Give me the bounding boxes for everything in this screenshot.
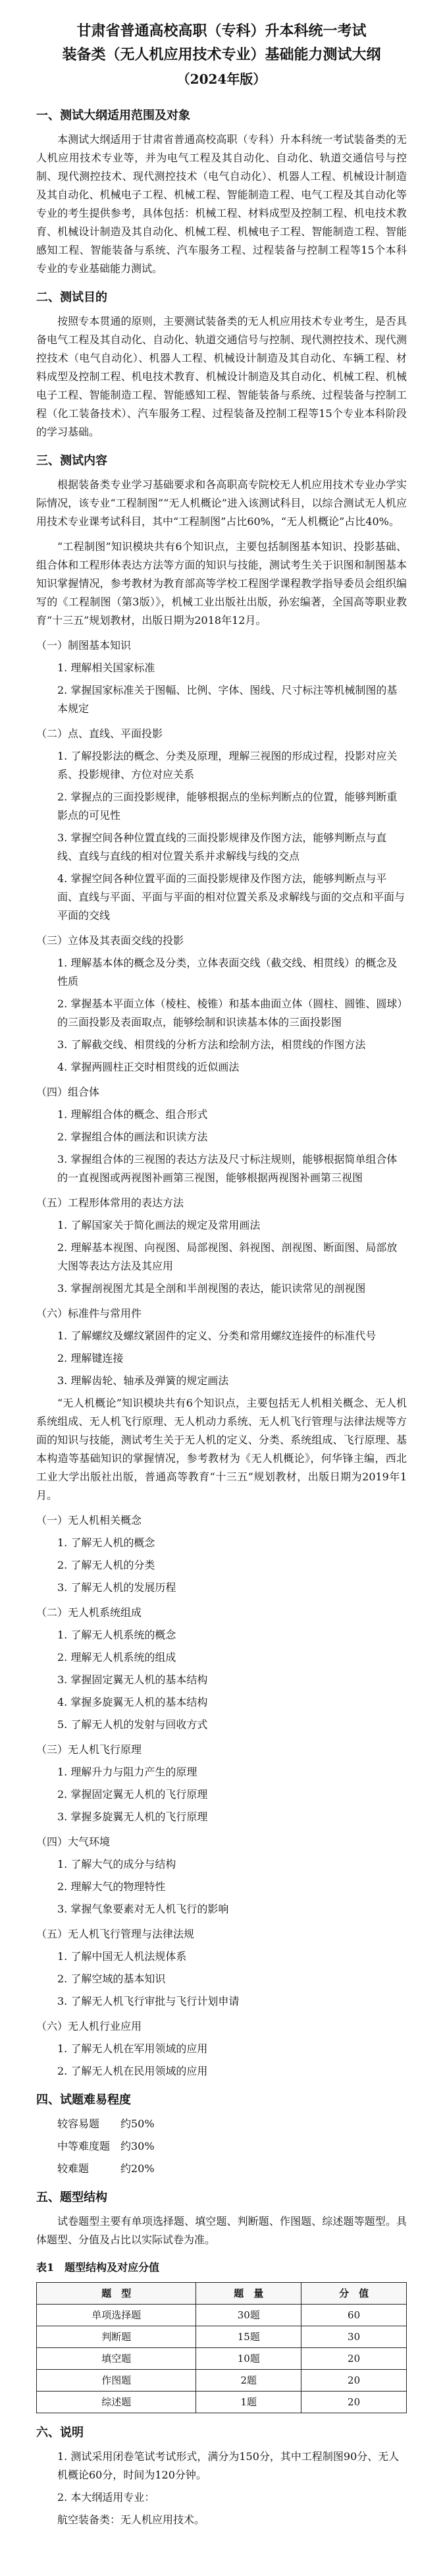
table-cell: 20 <box>301 2392 407 2413</box>
table-cell: 1题 <box>196 2392 301 2413</box>
section-2-title: 二、测试目的 <box>36 291 107 304</box>
section-1-paragraph: 本测试大纲适用于甘肃省普通高校高职（专科）升本科统一考试装备类的无人机应用技术专业等，并为电气工程及其自动化、自动化、轨道交通信号与控制、现代测控技术、现代测控技术（电气自动化）、机器人工程、机械设计制造及其自动化、机械电子工程、机械工程、智能制造工程、电气工程及其自动化等专业的考生提供参考，具体包括：机械工程、材料成型及控制工程、机电技术教育、机械设计制造及其自动化、机械工程、机械电子工程、智能制造工程、智能感知工程、智能装备与系统、汽车服务工程、过程装备与控制工程等15个本科专业的专业基础能力测试。 <box>36 133 407 275</box>
table-header-count: 题 量 <box>196 2283 301 2305</box>
uav-part4-title: （四）大气环境 <box>36 1835 111 1848</box>
uav-part5-title: （五）无人机飞行管理与法律法规 <box>36 1928 195 1940</box>
uav-part3-item: 1. 理解升力与阻力产生的原理 <box>57 1766 197 1778</box>
part4-item: 2. 掌握组合体的画法和识读方法 <box>57 1131 208 1143</box>
table-row <box>37 2305 407 2326</box>
part4-title: （四）组合体 <box>36 1086 100 1098</box>
part5-title: （五）工程形体常用的表达方法 <box>36 1196 184 1209</box>
uav-part2-title: （二）无人机系统组成 <box>36 1606 142 1619</box>
uav-part1-item: 3. 了解无人机的发展历程 <box>57 1581 176 1594</box>
uav-part6-item: 2. 了解无人机在民用领域的应用 <box>57 2065 208 2077</box>
uav-part1-item: 1. 了解无人机的概念 <box>57 1536 155 1549</box>
table-cell: 20 <box>301 2348 407 2370</box>
section-3-paragraph-1: 根据装备类专业学习基础要求和各高职高专院校无人机应用技术专业办学实际情况，该专业“工程制图”“无人机概论”进入该测试科目，以综合测试无人机应用技术专业课考试科目，其中“工程制图”占比60%，“无人机概论”占比40%。 <box>36 478 407 528</box>
part2-title: （二）点、直线、平面投影 <box>36 727 163 740</box>
uav-part2-item: 2. 理解无人机系统的组成 <box>57 1651 176 1664</box>
uav-part2-item: 4. 掌握多旋翼无人机的基本结构 <box>57 1696 208 1708</box>
table-cell: 20 <box>301 2370 407 2392</box>
table-row <box>37 2348 407 2370</box>
difficulty-item: 中等难度题 约30% <box>57 2140 155 2152</box>
document-title-line3: （2024年版） <box>176 71 267 87</box>
part6-item: 1. 了解螺纹及螺纹紧固件的定义、分类和常用螺纹连接件的标准代号 <box>57 1330 377 1342</box>
uav-part1-title: （一）无人机相关概念 <box>36 1514 142 1526</box>
table-cell: 10题 <box>196 2348 301 2370</box>
part5-item: 3. 掌握剖视图尤其是全剖和半剖视图的表达，能识读常见的剖视图 <box>57 1282 366 1295</box>
table-cell: 单项选择题 <box>37 2305 196 2326</box>
part4-item: 3. 掌握组合体的三视图的表达方法及尺寸标注规则，能够根据简单组合体的一直视图或两视图补画第三视图，能够根据两视图补画第三视图 <box>57 1153 398 1184</box>
part1-item: 2. 掌握国家标准关于图幅、比例、字体、图线、尺寸标注等机械制图的基本规定 <box>57 684 398 715</box>
table-cell: 60 <box>301 2305 407 2326</box>
uav-part3-item: 2. 掌握固定翼无人机的飞行原理 <box>57 1788 208 1801</box>
table-cell: 判断题 <box>37 2326 196 2348</box>
part5-item: 2. 理解基本视图、向视图、局部视图、斜视图、剖视图、断面图、局部放大图等表达方法及其应用 <box>57 1241 398 1272</box>
table-cell: 15题 <box>196 2326 301 2348</box>
uav-part4-item: 3. 掌握气象要素对无人机飞行的影响 <box>57 1903 229 1915</box>
part3-item: 1. 理解基本体的概念及分类，立体表面交线（截交线、相贯线）的概念及性质 <box>57 957 398 988</box>
question-type-table <box>36 2282 407 2413</box>
part2-item: 1. 了解投影法的概念、分类及原理，理解三视图的形成过程，投影对应关系、投影规律、方位对应关系 <box>57 750 398 781</box>
table-row <box>37 2392 407 2413</box>
uav-part6-item: 1. 了解无人机在军用领域的应用 <box>57 2042 208 2055</box>
part1-item: 1. 理解相关国家标准 <box>57 661 155 674</box>
part2-item: 4. 掌握空间各种位置平面的三面投影规律及作图方法，能够判断点与平面、直线与平面、平面与平面的相对位置关系及求解线与面的交点和平面与平面的交线 <box>57 872 405 922</box>
part3-item: 3. 了解截交线、相贯线的分析方法和绘制方法，相贯线的作图方法 <box>57 1038 366 1051</box>
uav-part2-item: 1. 了解无人机系统的概念 <box>57 1629 176 1641</box>
table-row <box>37 2370 407 2392</box>
part6-item: 2. 理解键连接 <box>57 1352 124 1364</box>
document-title-line2: 装备类（无人机应用技术专业）基础能力测试大纲 <box>62 46 381 63</box>
part3-item: 2. 掌握基本平面立体（棱柱、棱锥）和基本曲面立体（圆柱、圆锥、圆球）的三面投影及表面取点，能够绘制和识读基本体的三面投影图 <box>57 997 403 1028</box>
section-5-paragraph: 试卷题型主要有单项选择题、填空题、判断题、作图题、综述题等题型。具体题型、分值及占比以实际试卷为准。 <box>36 2215 407 2246</box>
table-cell: 填空题 <box>37 2348 196 2370</box>
part2-item: 2. 掌握点的三面投影规律，能够根据点的坐标判断点的位置，能够判断重影点的可见性 <box>57 791 398 822</box>
uav-part6-title: （六）无人机行业应用 <box>36 2020 142 2032</box>
section-4-title: 四、试题难易程度 <box>36 2093 131 2107</box>
uav-part5-item: 1. 了解中国无人机法规体系 <box>57 1950 187 1963</box>
notes-item: 航空装备类：无人机应用技术。 <box>57 2513 205 2526</box>
table-cell: 2题 <box>196 2370 301 2392</box>
uav-part2-item: 5. 了解无人机的发射与回收方式 <box>57 1718 208 1731</box>
part4-item: 1. 理解组合体的概念、组合形式 <box>57 1108 208 1121</box>
section-2-paragraph: 按照专本贯通的原则，主要测试装备类的无人机应用技术专业考生，是否具备电气工程及其自动化、自动化、轨道交通信号与控制、现代测控技术、现代测控技术（电气自动化）、机器人工程、机械设计制造及其自动化、车辆工程、材料成型及控制工程、机电技术教育、机械设计制造及其自动化、机械工程、机械电子工程、智能制造工程、智能感知工程、智能装备与系统、过程装备与控制工程（化工装备技术）、汽车服务工程、过程装备及控制工程等15个专业本科阶段的学习基础。 <box>36 315 407 438</box>
table-title: 表1 题型结构及对应分值 <box>36 2261 160 2274</box>
uav-part4-item: 2. 理解大气的物理特性 <box>57 1880 166 1893</box>
difficulty-item: 较容易题 约50% <box>57 2117 155 2130</box>
notes-item: 1. 测试采用闭卷笔试考试形式，满分为150分，其中工程制图90分、无人机概论60分，时间为120分钟。 <box>57 2450 400 2481</box>
uav-part1-item: 2. 了解无人机的分类 <box>57 1559 155 1571</box>
section-1-title: 一、测试大纲适用范围及对象 <box>36 109 190 123</box>
uav-part5-item: 3. 了解无人机飞行审批与飞行计划申请 <box>57 1995 240 2007</box>
uav-part3-item: 3. 掌握多旋翼无人机的飞行原理 <box>57 1810 208 1823</box>
uav-part5-item: 2. 了解空域的基本知识 <box>57 1973 166 1985</box>
section-3-title: 三、测试内容 <box>36 454 107 468</box>
part3-item: 4. 掌握两圆柱正交时相贯线的近似画法 <box>57 1061 240 1073</box>
uav-part4-item: 1. 了解大气的成分与结构 <box>57 1858 176 1870</box>
table-header-type: 题 型 <box>37 2283 196 2305</box>
table-cell: 30 <box>301 2326 407 2348</box>
part1-title: （一）制图基本知识 <box>36 639 132 652</box>
notes-item: 2. 本大纲适用专业： <box>57 2491 155 2504</box>
table-header-score: 分 值 <box>301 2283 407 2305</box>
table-header-row <box>37 2283 407 2305</box>
part5-item: 1. 了解国家关于简化画法的规定及常用画法 <box>57 1219 261 1231</box>
uav-part3-title: （三）无人机飞行原理 <box>36 1743 142 1756</box>
difficulty-item: 较难题 约20% <box>57 2162 155 2175</box>
section-3-paragraph-3: “无人机概论”知识模块共有6个知识点，主要包括无人机相关概念、无人机系统组成、无人机飞行原理、无人机动力系统、无人机飞行管理与法律法规等方面的知识与技能，测试考生关于无人机的定义、分类、系统组成、飞行原理、基本构造等基础知识的掌握情况，参考教材为《无人机概论》，何华锋主编，西北工业大学出版社出版，普通高等教育“十三五”规划教材，出版日期为2019年1月。 <box>36 1397 407 1501</box>
table-cell: 30题 <box>196 2305 301 2326</box>
section-3-paragraph-2: “工程制图”知识模块共有6个知识点，主要包括制图基本知识、投影基础、组合体和工程形体表达方法等方面的知识与技能，测试考生关于识图和制图基本知识掌握情况，参考教材为教育部高等学校工程图学课程教学指导委员会组织编写的《工程制图（第3版）》，机械工业出版社出版，孙宏编著，全国高等职业教育“十三五”规划教材，出版日期为2018年12月。 <box>36 540 407 627</box>
part6-item: 3. 理解齿轮、轴承及弹簧的规定画法 <box>57 1374 229 1387</box>
table-cell: 综述题 <box>37 2392 196 2413</box>
part6-title: （六）标准件与常用件 <box>36 1307 142 1320</box>
table-cell: 作图题 <box>37 2370 196 2392</box>
part3-title: （三）立体及其表面交线的投影 <box>36 934 184 947</box>
document-title-line1: 甘肃省普通高校高职（专科）升本科统一考试 <box>76 22 367 40</box>
uav-part2-item: 3. 掌握固定翼无人机的基本结构 <box>57 1673 208 1686</box>
section-5-title: 五、题型结构 <box>36 2191 107 2204</box>
table-row <box>37 2326 407 2348</box>
section-6-title: 六、说明 <box>36 2426 84 2440</box>
part2-item: 3. 掌握空间各种位置直线的三面投影规律及作图方法，能够判断点与直线、直线与直线的相对位置关系并求解线与线的交点 <box>57 831 387 862</box>
